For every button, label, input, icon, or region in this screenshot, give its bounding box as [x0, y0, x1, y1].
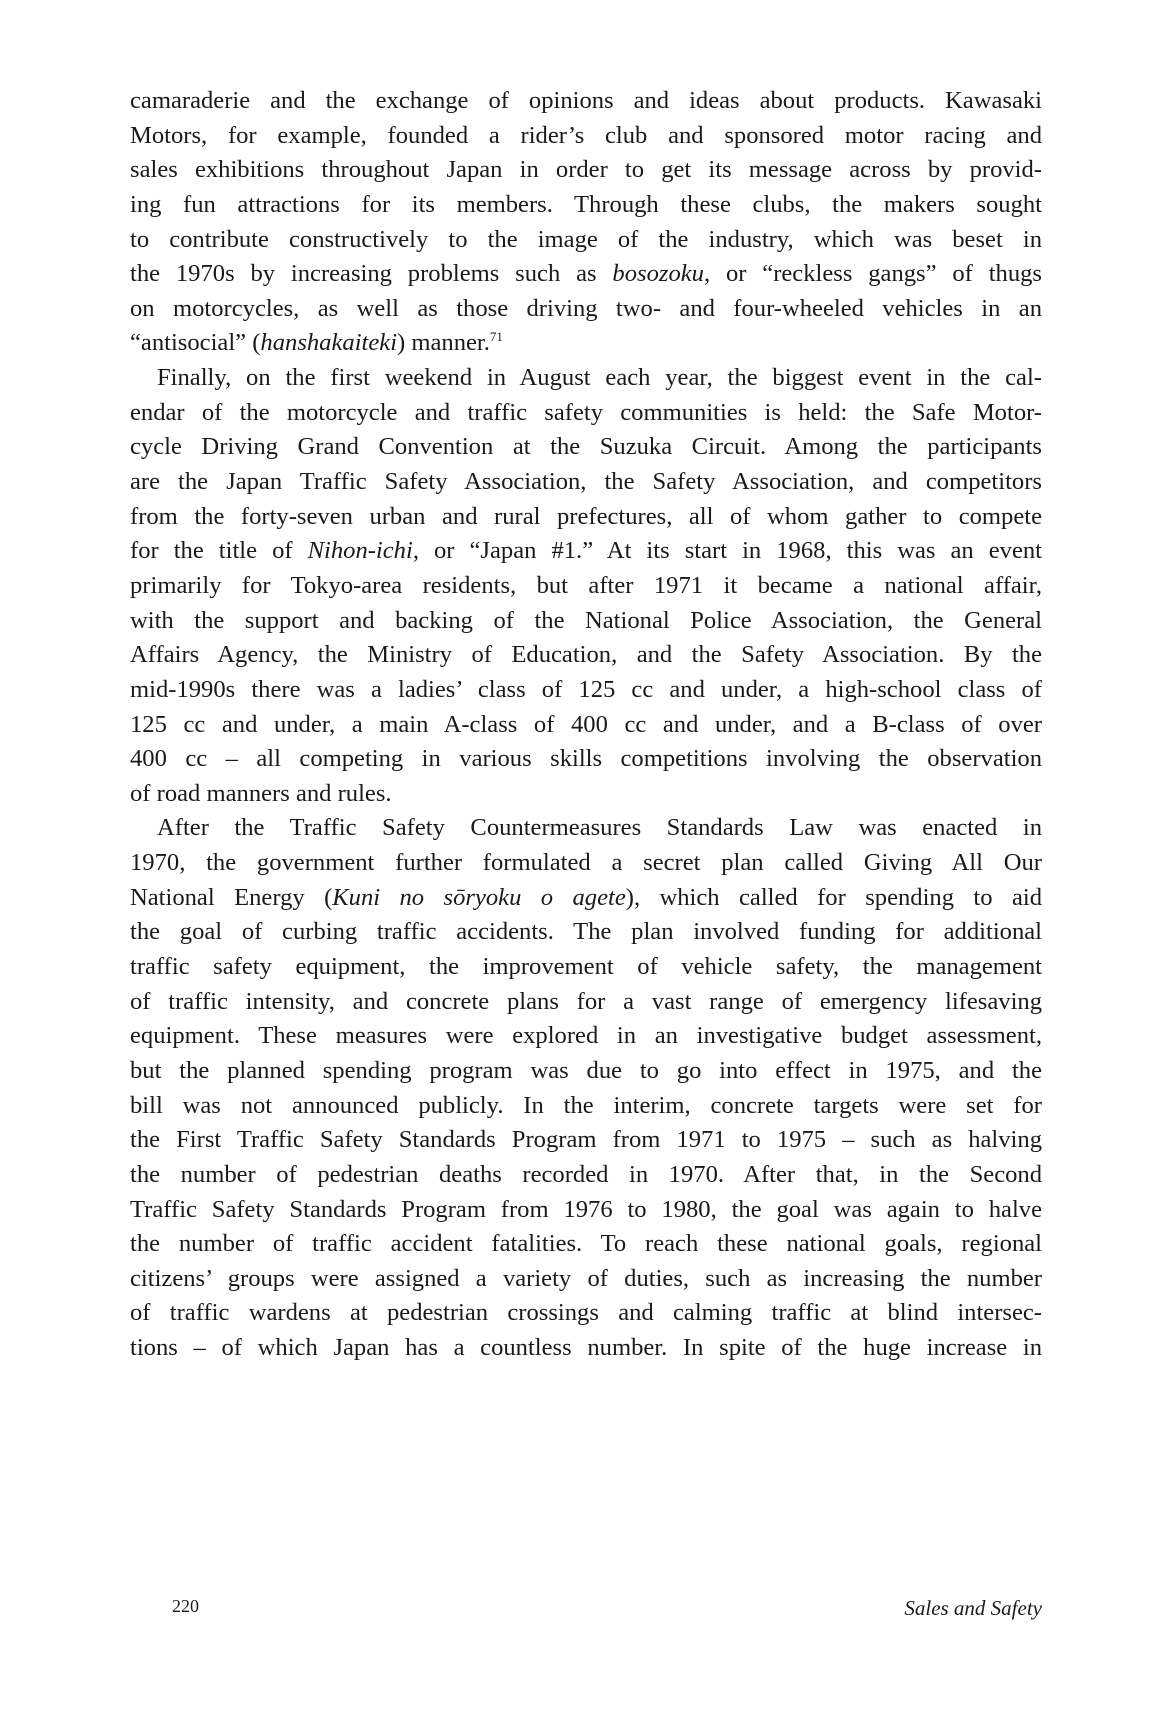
text-line — [130, 846, 1042, 881]
text-segment: endar of the motorcycle and traffic safety communities is held: the Safe Motor- — [130, 398, 1042, 426]
text-segment: 1970, the government further formulated a secret plan called Giving All Our — [130, 849, 1042, 877]
text-line — [130, 465, 1042, 500]
text-line — [130, 950, 1042, 985]
text-segment: equipment. These measures were explored in an investigative budget assessment, — [130, 1022, 1042, 1050]
text-line — [130, 1158, 1042, 1193]
text-segment: of traffic wardens at pedestrian crossings and calming traffic at blind intersec- — [130, 1299, 1042, 1327]
page-number: 220 — [172, 1596, 199, 1616]
text-segment: are the Japan Traffic Safety Association, the Safety Association, and competitors — [130, 468, 1042, 496]
text-line — [130, 1123, 1042, 1158]
text-line — [130, 1089, 1042, 1124]
text-line — [130, 361, 1042, 396]
page-footer — [130, 1596, 1042, 1626]
text-segment: Finally, on the first weekend in August each year, the biggest event in the cal- — [157, 364, 1042, 392]
text-segment: ) manner. — [397, 329, 490, 357]
text-segment: the goal of curbing traffic accidents. The plan involved funding for additional — [130, 918, 1042, 946]
text-segment: camaraderie and the exchange of opinions and ideas about products. Kawasaki — [130, 87, 1042, 114]
text-segment: “antisocial” ( — [130, 329, 261, 357]
text-line — [130, 811, 1042, 846]
text-line — [130, 985, 1042, 1020]
footnote-reference: 71 — [489, 329, 503, 345]
text-segment: from the forty-seven urban and rural prefectures, all of whom gather to compete — [130, 502, 1042, 530]
text-segment: ), which called for spending to aid — [625, 883, 1042, 911]
text-segment: but the planned spending program was due to go into effect in 1975, and the — [130, 1056, 1042, 1084]
text-segment: to contribute constructively to the image of the industry, which was beset in — [130, 225, 1042, 253]
text-segment: After the Traffic Safety Countermeasures Standards Law was enacted in — [157, 814, 1042, 842]
text-line — [130, 604, 1042, 639]
text-segment: the First Traffic Safety Standards Program from 1971 to 1975 – such as halving — [130, 1126, 1042, 1154]
text-line — [130, 673, 1042, 708]
text-line — [130, 569, 1042, 604]
text-line — [130, 915, 1042, 950]
text-line — [130, 326, 1042, 361]
text-line — [130, 223, 1042, 258]
text-segment: with the support and backing of the National Police Association, the General — [130, 606, 1042, 634]
body-text — [130, 84, 1042, 1366]
text-segment: the number of traffic accident fatalities. To reach these national goals, regional — [130, 1230, 1042, 1258]
text-segment: National Energy ( — [130, 883, 333, 911]
text-segment: Affairs Agency, the Ministry of Education, and the Safety Association. By the — [130, 641, 1042, 669]
italic-term: Nihon-ichi — [307, 537, 413, 565]
text-segment: cycle Driving Grand Convention at the Suzuka Circuit. Among the participants — [130, 433, 1042, 461]
text-segment: tions – of which Japan has a countless number. In spite of the huge increase in — [130, 1334, 1042, 1362]
text-segment: sales exhibitions throughout Japan in order to get its message across by provid- — [130, 156, 1042, 184]
text-line — [130, 84, 1042, 119]
text-line — [130, 188, 1042, 223]
text-segment: traffic safety equipment, the improvement of vehicle safety, the management — [130, 953, 1042, 981]
text-line — [130, 881, 1042, 916]
text-line — [130, 708, 1042, 743]
text-segment: of road manners and rules. — [130, 779, 392, 807]
text-line — [130, 1054, 1042, 1089]
text-segment: for the title of — [130, 537, 308, 565]
text-segment: , or “Japan #1.” At its start in 1968, this was an event — [412, 537, 1042, 565]
italic-term: bosozoku — [612, 260, 704, 288]
text-segment: ing fun attractions for its members. Through these clubs, the makers sought — [130, 190, 1042, 218]
text-segment: primarily for Tokyo-area residents, but after 1971 it became a national affair, — [130, 571, 1042, 599]
text-line — [130, 1331, 1042, 1366]
text-line — [130, 742, 1042, 777]
text-line — [130, 153, 1042, 188]
text-line — [130, 396, 1042, 431]
text-line — [130, 119, 1042, 154]
text-line — [130, 777, 1042, 812]
text-segment: the 1970s by increasing problems such as — [130, 260, 613, 288]
text-segment: , or “reckless gangs” of thugs — [703, 260, 1042, 288]
text-segment: citizens’ groups were assigned a variety of duties, such as increasing the number — [130, 1264, 1042, 1292]
text-line — [130, 534, 1042, 569]
text-line — [130, 1262, 1042, 1297]
text-line — [130, 1019, 1042, 1054]
text-segment: bill was not announced publicly. In the interim, concrete targets were set for — [130, 1091, 1042, 1119]
text-line — [130, 430, 1042, 465]
italic-term: Kuni no sōryoku o agete — [332, 883, 626, 911]
text-line — [130, 638, 1042, 673]
text-segment: 125 cc and under, a main A-class of 400 cc and under, and a B-class of over — [130, 710, 1042, 738]
text-segment: 400 cc – all competing in various skills competitions involving the observation — [130, 745, 1042, 773]
text-segment: mid-1990s there was a ladies’ class of 125 cc and under, a high-school class of — [130, 675, 1042, 703]
text-line — [130, 1296, 1042, 1331]
text-line — [130, 292, 1042, 327]
text-line — [130, 1193, 1042, 1228]
text-line — [130, 500, 1042, 535]
text-line — [130, 257, 1042, 292]
text-segment: on motorcycles, as well as those driving two- and four-wheeled vehicles in an — [130, 294, 1042, 322]
text-line — [130, 1227, 1042, 1262]
text-segment: of traffic intensity, and concrete plans for a vast range of emergency lifesaving — [130, 987, 1042, 1015]
text-segment: Motors, for example, founded a rider’s club and sponsored motor racing and — [130, 121, 1042, 149]
text-segment: the number of pedestrian deaths recorded in 1970. After that, in the Second — [130, 1160, 1042, 1188]
running-head: Sales and Safety — [904, 1596, 1042, 1620]
text-segment: Traffic Safety Standards Program from 1976 to 1980, the goal was again to halve — [130, 1195, 1042, 1223]
italic-term: hanshakaiteki — [260, 329, 398, 357]
